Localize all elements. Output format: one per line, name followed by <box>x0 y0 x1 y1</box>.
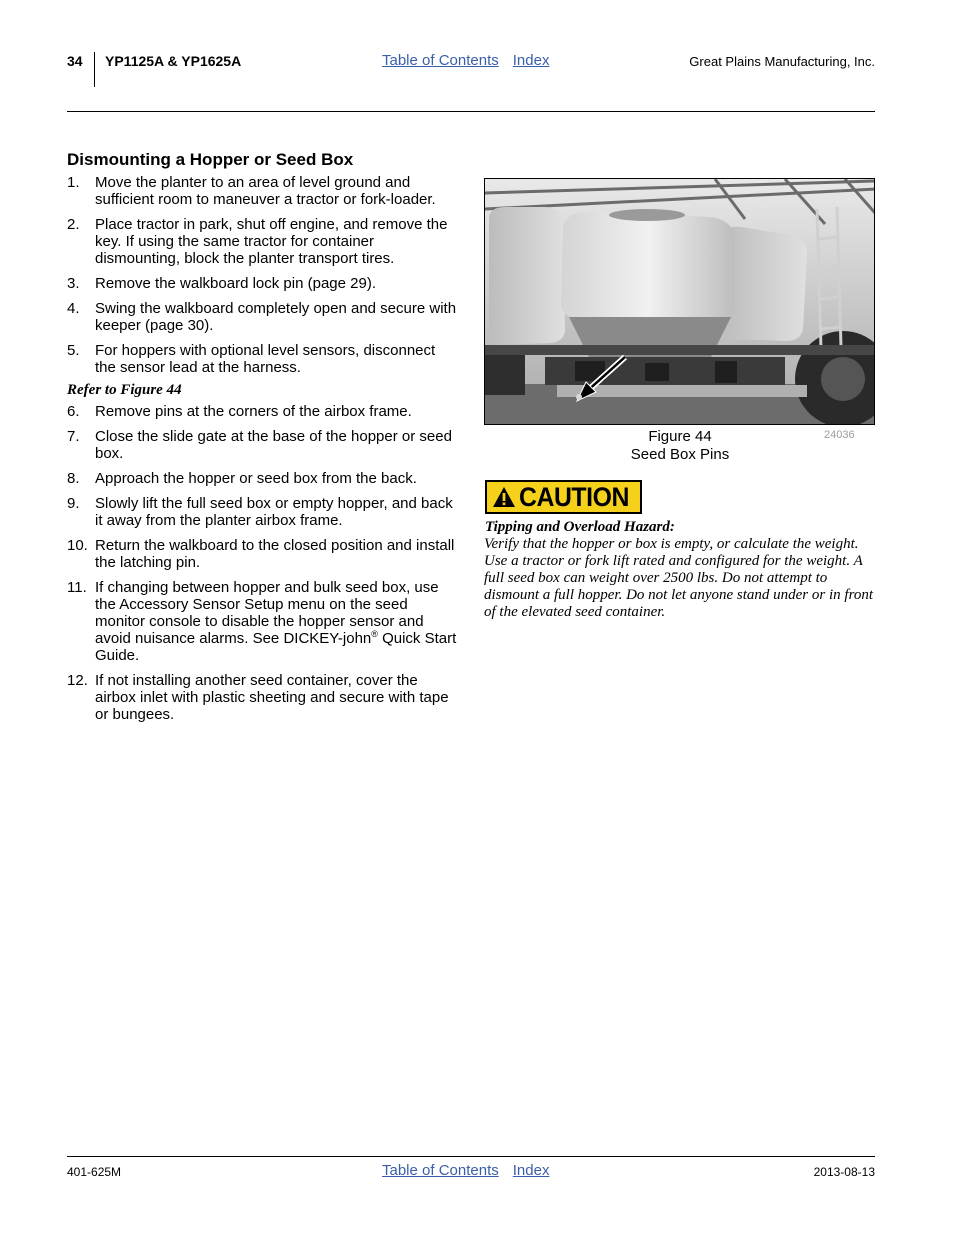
header-toc-link[interactable]: Table of Contents <box>382 52 499 69</box>
document-date: 2013-08-13 <box>813 1165 875 1179</box>
step-number: 11. <box>67 579 87 596</box>
header-nav <box>382 52 549 69</box>
step-number: 9. <box>67 495 80 512</box>
step-text: If not installing another seed container, cover the airbox inlet with plastic sheeting and secure with tape or bungees. <box>95 672 449 723</box>
hazard-title: Tipping and Overload Hazard: <box>485 519 675 535</box>
warning-triangle-icon <box>492 486 516 508</box>
left-tank <box>489 207 565 345</box>
tank-lid <box>609 209 685 221</box>
photo-illustration <box>485 179 875 425</box>
caution-label: CAUTION <box>519 481 629 512</box>
step-text: Move the planter to an area of level ground and sufficient room to maneuver a tractor or fork-loader. <box>95 174 436 208</box>
header-divider <box>94 52 95 87</box>
header-rule <box>67 111 875 112</box>
step-text: For hoppers with optional level sensors, disconnect the sensor lead at the harness. <box>95 342 436 376</box>
list-item <box>67 428 459 462</box>
seed-box-photo <box>484 178 875 425</box>
list-item <box>67 537 459 571</box>
company-name: Great Plains Manufacturing, Inc. <box>689 54 875 69</box>
footer-index-link[interactable]: Index <box>512 1162 550 1179</box>
figure-id: 24036 <box>824 429 855 441</box>
step-text: Return the walkboard to the closed position and install the latching pin. <box>95 537 455 571</box>
list-item <box>67 579 459 664</box>
step-number: 5. <box>67 342 80 359</box>
step-text: Close the slide gate at the base of the hopper or seed box. <box>95 428 452 462</box>
center-tank <box>561 211 735 319</box>
list-item <box>67 216 459 267</box>
page-number: 34 <box>67 53 83 69</box>
step-number: 6. <box>67 403 80 420</box>
step-text: Place tractor in park, shut off engine, and remove the key. If using the same tractor for container dismounting, block the planter transport tires. <box>95 216 448 267</box>
figure-title: Seed Box Pins <box>630 446 730 463</box>
step-number: 1. <box>67 174 80 191</box>
step-number: 4. <box>67 300 80 317</box>
step-number: 7. <box>67 428 80 445</box>
caution-badge <box>485 480 642 514</box>
step-number: 3. <box>67 275 80 292</box>
model-name: YP1125A & YP1625A <box>105 53 242 69</box>
figure-number: Figure 44 <box>648 428 712 445</box>
step-number: 12. <box>67 672 88 689</box>
step-text: Remove the walkboard lock pin (page 29). <box>95 275 376 292</box>
step-number: 2. <box>67 216 80 233</box>
footer-rule <box>67 1156 875 1157</box>
step-number: 10. <box>67 537 88 554</box>
seed-box-pin <box>576 394 582 400</box>
footer-nav <box>382 1162 549 1179</box>
header-index-link[interactable]: Index <box>512 52 550 69</box>
registered-mark: ® <box>371 629 378 639</box>
list-item <box>67 300 459 334</box>
section-title: Dismounting a Hopper or Seed Box <box>67 150 354 169</box>
list-item <box>67 275 459 292</box>
step-text: Slowly lift the full seed box or empty hopper, and back it away from the planter airbox frame. <box>95 495 453 529</box>
list-item <box>67 403 459 420</box>
hazard-text: Verify that the hopper or box is empty, or calculate the weight. Use a tractor or fork lift rated and configured for the weight. A full seed box can weight over 2500 lbs. Do not attempt to dismount a full hopper. Do not let anyone stand under or in front of the elevated seed container. <box>484 536 874 620</box>
step-text: Approach the hopper or seed box from the back. <box>95 470 417 487</box>
list-item <box>67 495 459 529</box>
step-text: Swing the walkboard completely open and secure with keeper (page 30). <box>95 300 457 334</box>
step-text: If changing between hopper and bulk seed box, use the Accessory Sensor Setup menu on the seed monitor console to disable the hopper sensor and avoid nuisance alarms. See DICKEY-john <box>95 579 439 647</box>
footer-toc-link[interactable]: Table of Contents <box>382 1162 499 1179</box>
step-number: 8. <box>67 470 80 487</box>
step-text: Quick Start Guide. <box>95 630 457 664</box>
document-number: 401-625M <box>67 1165 122 1179</box>
list-item <box>67 342 459 376</box>
list-item <box>67 470 459 487</box>
figure-reference: Refer to Figure 44 <box>67 382 182 398</box>
frame-bar <box>485 345 875 355</box>
list-item <box>67 672 459 723</box>
steps-list <box>67 174 459 731</box>
step-text: Remove pins at the corners of the airbox frame. <box>95 403 412 420</box>
list-item <box>67 174 459 208</box>
